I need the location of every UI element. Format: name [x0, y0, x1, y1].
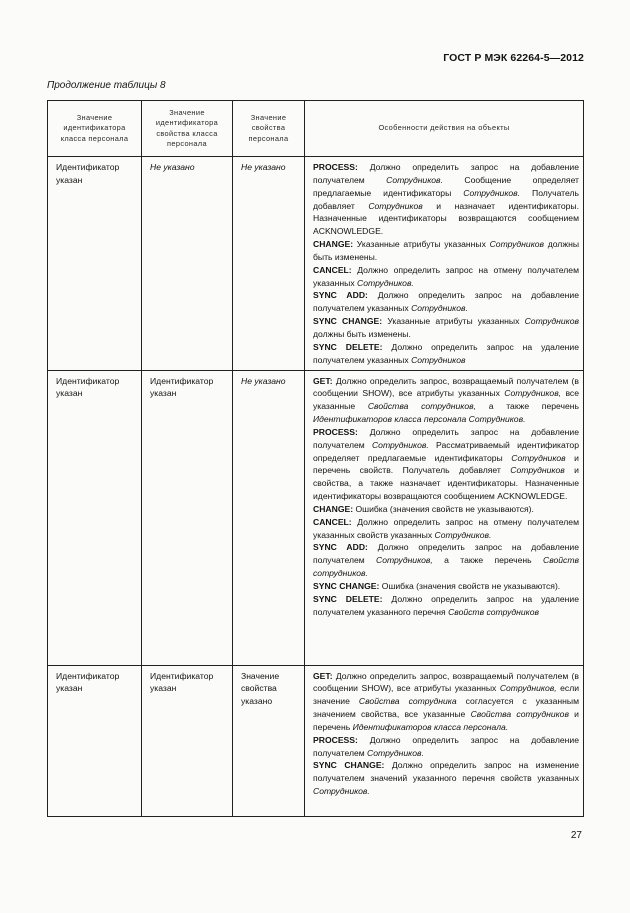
cell-property-id: Не указано: [142, 157, 233, 371]
table-row: [48, 665, 584, 816]
col-header-property-id: Значение идентификатора свойства класса персонала: [142, 101, 233, 157]
col-header-property-value: Значение свойства персонала: [233, 101, 305, 157]
cell-class-id: Идентификатор указан: [48, 157, 142, 371]
cell-property-value: Не указано: [233, 370, 305, 665]
document-id: ГОСТ Р МЭК 62264-5—2012: [443, 52, 584, 64]
col-header-class-id: Значение идентификатора класса персонала: [48, 101, 142, 157]
cell-actions: [305, 157, 584, 371]
cell-property-id: Идентификатор указан: [142, 370, 233, 665]
table-caption: Продолжение таблицы 8: [47, 80, 166, 91]
cell-actions: [305, 370, 584, 665]
col-header-actions: Особенности действия на объекты: [305, 101, 584, 157]
cell-actions: [305, 665, 584, 816]
table-row: [48, 157, 584, 371]
cell-property-value: Значение свойства указано: [233, 665, 305, 816]
cell-class-id: Идентификатор указан: [48, 665, 142, 816]
cell-property-id: Идентификатор указан: [142, 665, 233, 816]
table-row: [48, 370, 584, 665]
cell-property-value: Не указано: [233, 157, 305, 371]
action-description: GET: Должно определить запрос, возвращаемый получателем (в сообщении SHOW), все атрибуты указанных Сотрудников, если значение Свойства сотрудника согласуется с указанным значением свойства, все указанные Свойства сотрудников и перечень Идентификаторов класса персонала. PROCESS: Должно определить запрос на добавление получателем Сотрудников. SYNC CHANGE: Должно определить запрос на изменение получателем значений указанного перечня свойств указанных Сотрудников.: [313, 670, 580, 797]
action-description: GET: Должно определить запрос, возвращаемый получателем (в сообщении SHOW), все атрибуты указанных Сотрудников, все указанные Свойства сотрудников, а также перечень Идентификаторов класса персонала Сотрудников. PROCESS: Должно определить запрос на добавление получателем Сотрудников. Рассматриваемый идентификатор определяет предлагаемые идентификаторы Сотрудников и перечень свойств. Получатель добавляет Сотрудников и свойства, а также назначает идентификаторы. Назначенные идентификаторы возвращаются сообщением ACKNOWLEDGE. CHANGE: Ошибка (значения свойств не указываются). CANCEL: Должно определить запрос на отмену получателем указанных свойств указанных Сотрудников. SYNC ADD: Должно определить запрос на добавление получателем Сотрудников, а также перечень Свойств сотрудников. SYNC CHANGE: Ошибка (значения свойств не указываются). SYNC DELETE: Должно определить запрос на удаление получателем указанного перечня Свойств сотрудников: [313, 375, 580, 617]
page-number: 27: [570, 830, 582, 841]
data-table: [47, 100, 584, 817]
table-header-row: [48, 101, 584, 157]
cell-class-id: Идентификатор указан: [48, 370, 142, 665]
action-description: PROCESS: Должно определить запрос на добавление получателем Сотрудников. Сообщение определяет предлагаемые идентификаторы Сотрудников. Получатель добавляет Сотрудников и назначает идентификаторы. Назначенные идентификаторы возвращаются сообщением ACKNOWLEDGE. CHANGE: Указанные атрибуты указанных Сотрудников должны быть изменены. CANCEL: Должно определить запрос на отмену получателем указанных Сотрудников. SYNC ADD: Должно определить запрос на добавление получателем указанных Сотрудников. SYNC CHANGE: Указанные атрибуты указанных Сотрудников должны быть изменены. SYNC DELETE: Должно определить запрос на удаление получателем указанных Сотрудников: [313, 162, 579, 365]
